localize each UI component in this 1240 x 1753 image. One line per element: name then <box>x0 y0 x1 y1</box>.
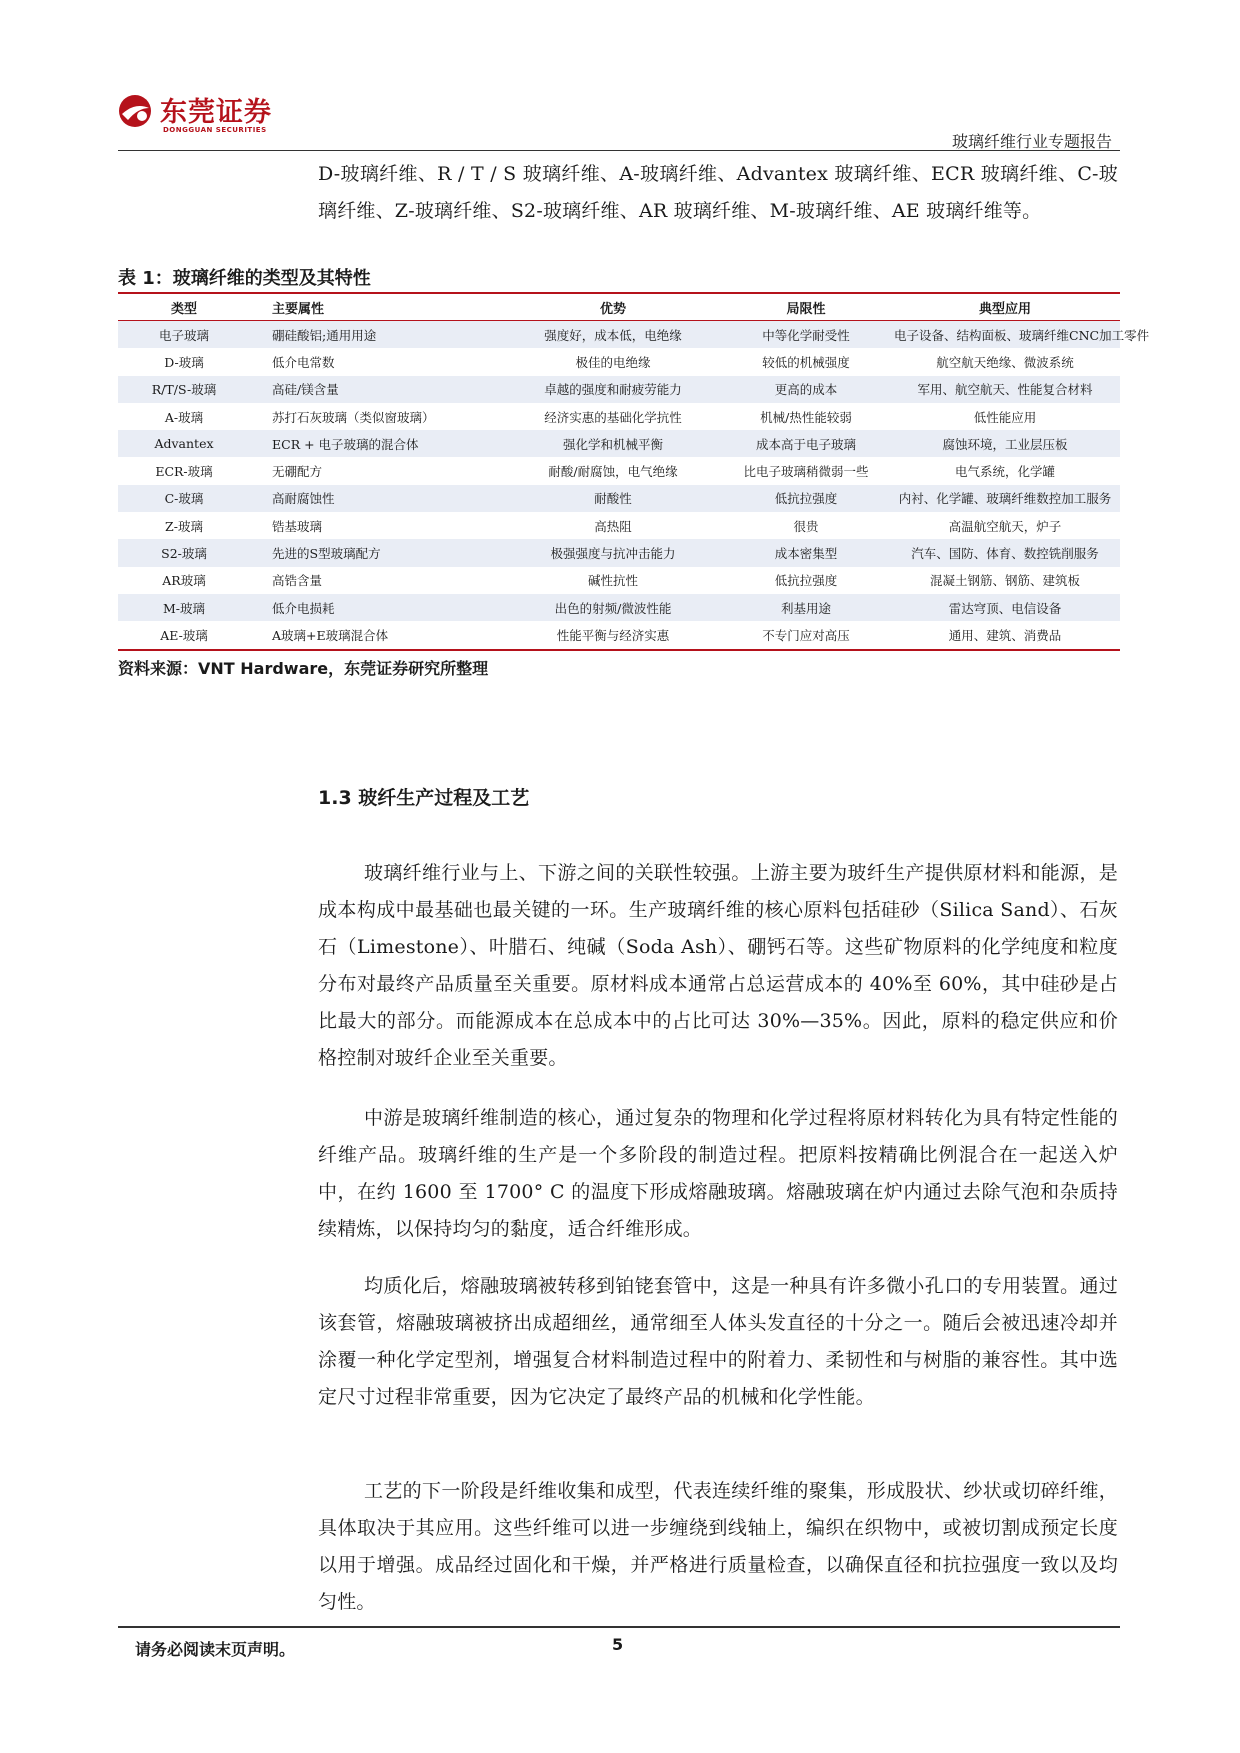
table-source: 资料来源：VNT Hardware，东莞证券研究所整理 <box>118 659 489 678</box>
table-cell: 耐酸性 <box>504 485 722 512</box>
table-cell: 苏打石灰玻璃（类似窗玻璃） <box>250 403 504 430</box>
table-cell: 腐蚀环境，工业层压板 <box>890 430 1120 457</box>
table-cell: 高热阻 <box>504 512 722 539</box>
table-cell: 很贵 <box>722 512 890 539</box>
table-cell: 不专门应对高压 <box>722 621 890 649</box>
table-cell: 性能平衡与经济实惠 <box>504 621 722 649</box>
table-row <box>118 539 1120 566</box>
table-cell: 硼硅酸铝;通用用途 <box>250 321 504 349</box>
table-row <box>118 567 1120 594</box>
table-cell: 通用、建筑、消费品 <box>890 621 1120 649</box>
table-cell: C-玻璃 <box>118 485 250 512</box>
table-cell: Z-玻璃 <box>118 512 250 539</box>
table-cell: 较低的机械强度 <box>722 348 890 375</box>
table-cell: A玻璃+E玻璃混合体 <box>250 621 504 649</box>
table-cell: 锆基玻璃 <box>250 512 504 539</box>
table-header-row <box>118 293 1120 321</box>
table-cell: 航空航天绝缘、微波系统 <box>890 348 1120 375</box>
table-cell: ECR-玻璃 <box>118 457 250 484</box>
table-cell: 卓越的强度和耐疲劳能力 <box>504 376 722 403</box>
table-row <box>118 457 1120 484</box>
table-header-cell: 优势 <box>504 293 722 321</box>
table-row <box>118 403 1120 430</box>
table-caption: 表 1：玻璃纤维的类型及其特性 <box>118 268 371 289</box>
table-cell: 低抗拉强度 <box>722 567 890 594</box>
logo-mark-icon <box>118 94 152 128</box>
table-cell: 电子设备、结构面板、玻璃纤维CNC加工零件 <box>890 321 1120 349</box>
body-paragraph: 工艺的下一阶段是纤维收集和成型，代表连续纤维的聚集，形成股状、纱状或切碎纤维，具体取决于其应用。这些纤维可以进一步缠绕到线轴上，编织在织物中，或被切割成预定长度以用于增强。成品经过固化和干燥，并严格进行质量检查，以确保直径和抗拉强度一致以及均匀性。 <box>318 1480 1118 1613</box>
table-row <box>118 376 1120 403</box>
table-cell: 高硅/镁含量 <box>250 376 504 403</box>
table-header-cell: 典型应用 <box>890 293 1120 321</box>
table-cell: 中等化学耐受性 <box>722 321 890 349</box>
logo-text-en: DONGGUAN SECURITIES <box>163 126 267 134</box>
table-cell: 经济实惠的基础化学抗性 <box>504 403 722 430</box>
table-cell: ECR + 电子玻璃的混合体 <box>250 430 504 457</box>
table-cell: 汽车、国防、体育、数控铣削服务 <box>890 539 1120 566</box>
table-row <box>118 485 1120 512</box>
table-cell: 成本高于电子玻璃 <box>722 430 890 457</box>
table-cell: 电子玻璃 <box>118 321 250 349</box>
table-cell: D-玻璃 <box>118 348 250 375</box>
table-cell: 高温航空航天，炉子 <box>890 512 1120 539</box>
table-cell: AR玻璃 <box>118 567 250 594</box>
table-header-cell: 主要属性 <box>250 293 504 321</box>
body-paragraph: 玻璃纤维行业与上、下游之间的关联性较强。上游主要为玻纤生产提供原材料和能源，是成本构成中最基础也最关键的一环。生产玻璃纤维的核心原料包括硅砂（Silica Sand）、石灰石（Limestone）、叶腊石、纯碱（Soda Ash）、硼钙石等。这些矿物原料的化学纯度和粒度分布对最终产品质量至关重要。原材料成本通常占总运营成本的 40%至 60%，其中硅砂是占比最大的部分。而能源成本在总成本中的占比可达 30%—35%。因此，原料的稳定供应和价格控制对玻纤企业至关重要。 <box>318 862 1118 1069</box>
table-cell: 强化学和机械平衡 <box>504 430 722 457</box>
table-row <box>118 348 1120 375</box>
table-cell: 低性能应用 <box>890 403 1120 430</box>
table-cell: 混凝土钢筋、钢筋、建筑板 <box>890 567 1120 594</box>
table-cell: A-玻璃 <box>118 403 250 430</box>
company-logo <box>118 90 278 140</box>
table-cell: M-玻璃 <box>118 594 250 621</box>
table-cell: 极强强度与抗冲击能力 <box>504 539 722 566</box>
table-cell: 更高的成本 <box>722 376 890 403</box>
table-cell: 低抗拉强度 <box>722 485 890 512</box>
section-heading: 1.3 玻纤生产过程及工艺 <box>318 787 530 809</box>
table-header-cell: 局限性 <box>722 293 890 321</box>
disclaimer-note: 请务必阅读末页声明。 <box>135 1640 296 1659</box>
header-divider <box>118 150 1120 151</box>
table-cell: AE-玻璃 <box>118 621 250 649</box>
table-cell: 先进的S型玻璃配方 <box>250 539 504 566</box>
intro-paragraph: D-玻璃纤维、R / T / S 玻璃纤维、A-玻璃纤维、Advantex 玻璃纤维、ECR 玻璃纤维、C-玻璃纤维、Z-玻璃纤维、S2-玻璃纤维、AR 玻璃纤维、M-玻璃纤维、AE 玻璃纤维等。 <box>318 163 1118 222</box>
table-cell: S2-玻璃 <box>118 539 250 566</box>
table-cell: 强度好，成本低，电绝缘 <box>504 321 722 349</box>
table-cell: 电气系统，化学罐 <box>890 457 1120 484</box>
table-cell: 军用、航空航天、性能复合材料 <box>890 376 1120 403</box>
table-cell: 极佳的电绝缘 <box>504 348 722 375</box>
table-cell: 利基用途 <box>722 594 890 621</box>
table-row <box>118 594 1120 621</box>
table-row <box>118 621 1120 649</box>
table-cell: 出色的射频/微波性能 <box>504 594 722 621</box>
table-cell: 高锆含量 <box>250 567 504 594</box>
body-paragraph: 均质化后，熔融玻璃被转移到铂铑套管中，这是一种具有许多微小孔口的专用装置。通过该套管，熔融玻璃被挤出成超细丝，通常细至人体头发直径的十分之一。随后会被迅速冷却并涂覆一种化学定型剂，增强复合材料制造过程中的附着力、柔韧性和与树脂的兼容性。其中选定尺寸过程非常重要，因为它决定了最终产品的机械和化学性能。 <box>318 1275 1118 1408</box>
table-cell: Advantex <box>118 430 250 457</box>
table-cell: 无硼配方 <box>250 457 504 484</box>
page-number: 5 <box>612 1635 624 1654</box>
table-cell: 耐酸/耐腐蚀，电气绝缘 <box>504 457 722 484</box>
table-header-cell: 类型 <box>118 293 250 321</box>
glass-fiber-types-table <box>118 292 1150 651</box>
table-cell: 比电子玻璃稍微弱一些 <box>722 457 890 484</box>
table-row <box>118 512 1120 539</box>
report-title: 玻璃纤维行业专题报告 <box>951 132 1112 151</box>
table-cell: 低介电损耗 <box>250 594 504 621</box>
table-row <box>118 430 1120 457</box>
table-row <box>118 321 1120 349</box>
table-cell: 低介电常数 <box>250 348 504 375</box>
footer-divider <box>118 1626 1120 1628</box>
table-cell: 雷达穹顶、电信设备 <box>890 594 1120 621</box>
body-paragraph: 中游是玻璃纤维制造的核心，通过复杂的物理和化学过程将原材料转化为具有特定性能的纤维产品。玻璃纤维的生产是一个多阶段的制造过程。把原料按精确比例混合在一起送入炉中，在约 1600 至 1700° C 的温度下形成熔融玻璃。熔融玻璃在炉内通过去除气泡和杂质持续精炼，以保持均匀的黏度，适合纤维形成。 <box>318 1107 1118 1240</box>
table-cell: 碱性抗性 <box>504 567 722 594</box>
table-cell: R/T/S-玻璃 <box>118 376 250 403</box>
logo-text-cn: 东莞证券 <box>160 97 272 128</box>
table-cell: 内衬、化学罐、玻璃纤维数控加工服务 <box>890 485 1120 512</box>
table-cell: 成本密集型 <box>722 539 890 566</box>
table-cell: 高耐腐蚀性 <box>250 485 504 512</box>
table-cell: 机械/热性能较弱 <box>722 403 890 430</box>
